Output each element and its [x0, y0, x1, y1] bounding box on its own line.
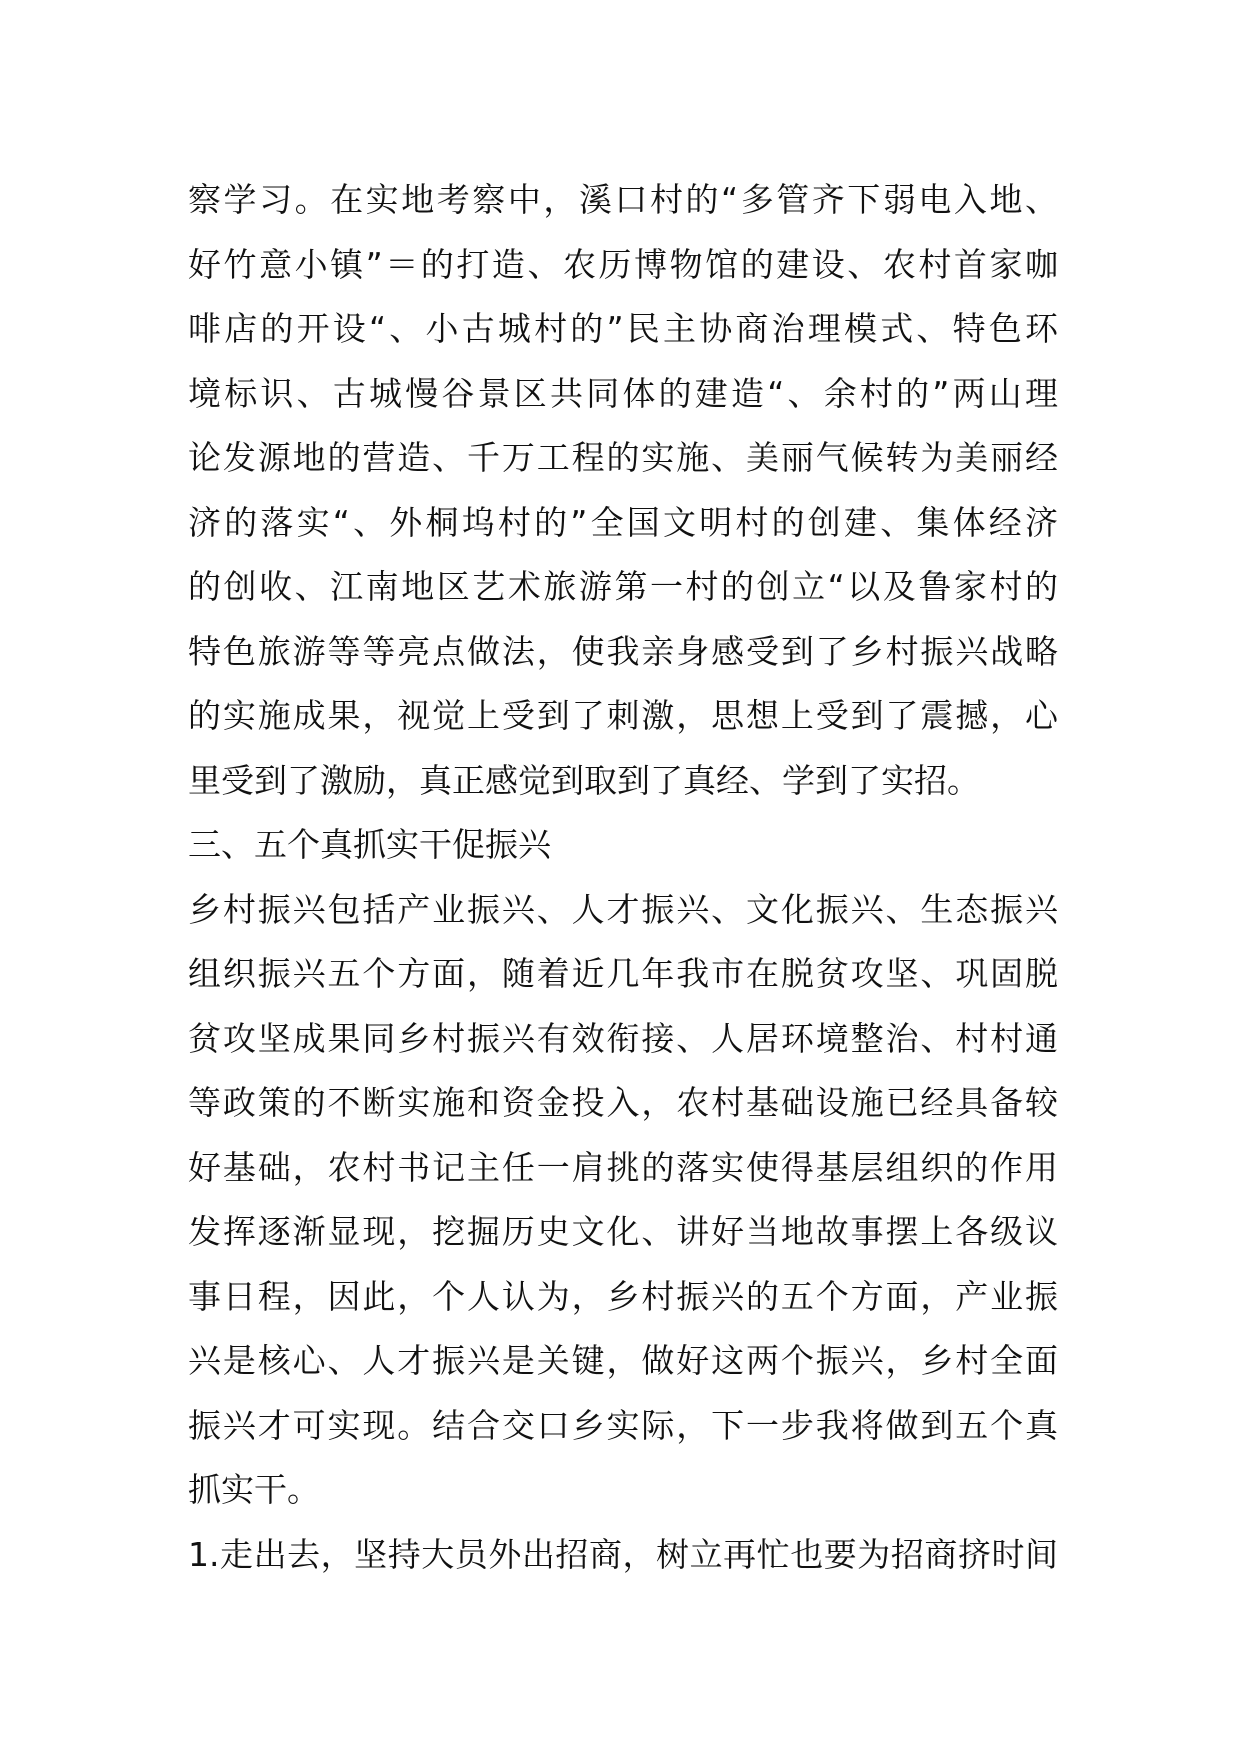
text-line: 发挥逐渐显现，挖掘历史文化、讲好当地故事摆上各级议: [188, 1212, 1058, 1251]
text-line: 好基础，农村书记主任一肩挑的落实使得基层组织的作用: [188, 1147, 1058, 1187]
paragraph-end-line: 里受到了激励，真正感觉到取到了真经、学到了实招。: [188, 760, 980, 800]
body-text: [188, 168, 1058, 1587]
text-line: 察学习。在实地考察中，溪口村的“多管齐下弱电入地、: [188, 180, 1058, 219]
text-line: 济的落实“、外桐坞村的”全国文明村的创建、集体经济: [188, 502, 1058, 542]
text-line: 振兴才可实现。结合交口乡实际，下一步我将做到五个真: [188, 1405, 1058, 1445]
text-line: 事日程，因此，个人认为，乡村振兴的五个方面，产业振: [188, 1276, 1058, 1316]
text-line: 组织振兴五个方面，随着近几年我市在脱贫攻坚、巩固脱: [188, 954, 1058, 993]
text-line: 的实施成果，视觉上受到了刺激，思想上受到了震撼，心: [188, 696, 1058, 735]
text-line: 境标识、古城慢谷景区共同体的建造“、余村的”两山理: [188, 373, 1058, 413]
list-item-line: 1.走出去，坚持大员外出招商，树立再忙也要为招商挤时间: [188, 1534, 1058, 1574]
text-line: 贫攻坚成果同乡村振兴有效衔接、人居环境整治、村村通: [188, 1018, 1058, 1058]
text-line: 论发源地的营造、千万工程的实施、美丽气候转为美丽经: [188, 438, 1058, 477]
text-line: 特色旅游等等亮点做法，使我亲身感受到了乡村振兴战略: [188, 631, 1058, 671]
text-line: 等政策的不断实施和资金投入，农村基础设施已经具备较: [188, 1083, 1058, 1122]
text-line: 的创收、江南地区艺术旅游第一村的创立“以及鲁家村的: [188, 567, 1058, 606]
text-line: 啡店的开设“、小古城村的”民主协商治理模式、特色环: [188, 309, 1058, 348]
text-line: 好竹意小镇”＝的打造、农历博物馆的建设、农村首家咖: [188, 244, 1058, 284]
text-line: 兴是核心、人才振兴是关键，做好这两个振兴，乡村全面: [188, 1341, 1058, 1380]
text-line: 乡村振兴包括产业振兴、人才振兴、文化振兴、生态振兴: [188, 889, 1058, 929]
paragraph-end-line: 抓实干。: [188, 1470, 320, 1509]
section-heading: 三、五个真抓实干促振兴: [188, 825, 551, 864]
